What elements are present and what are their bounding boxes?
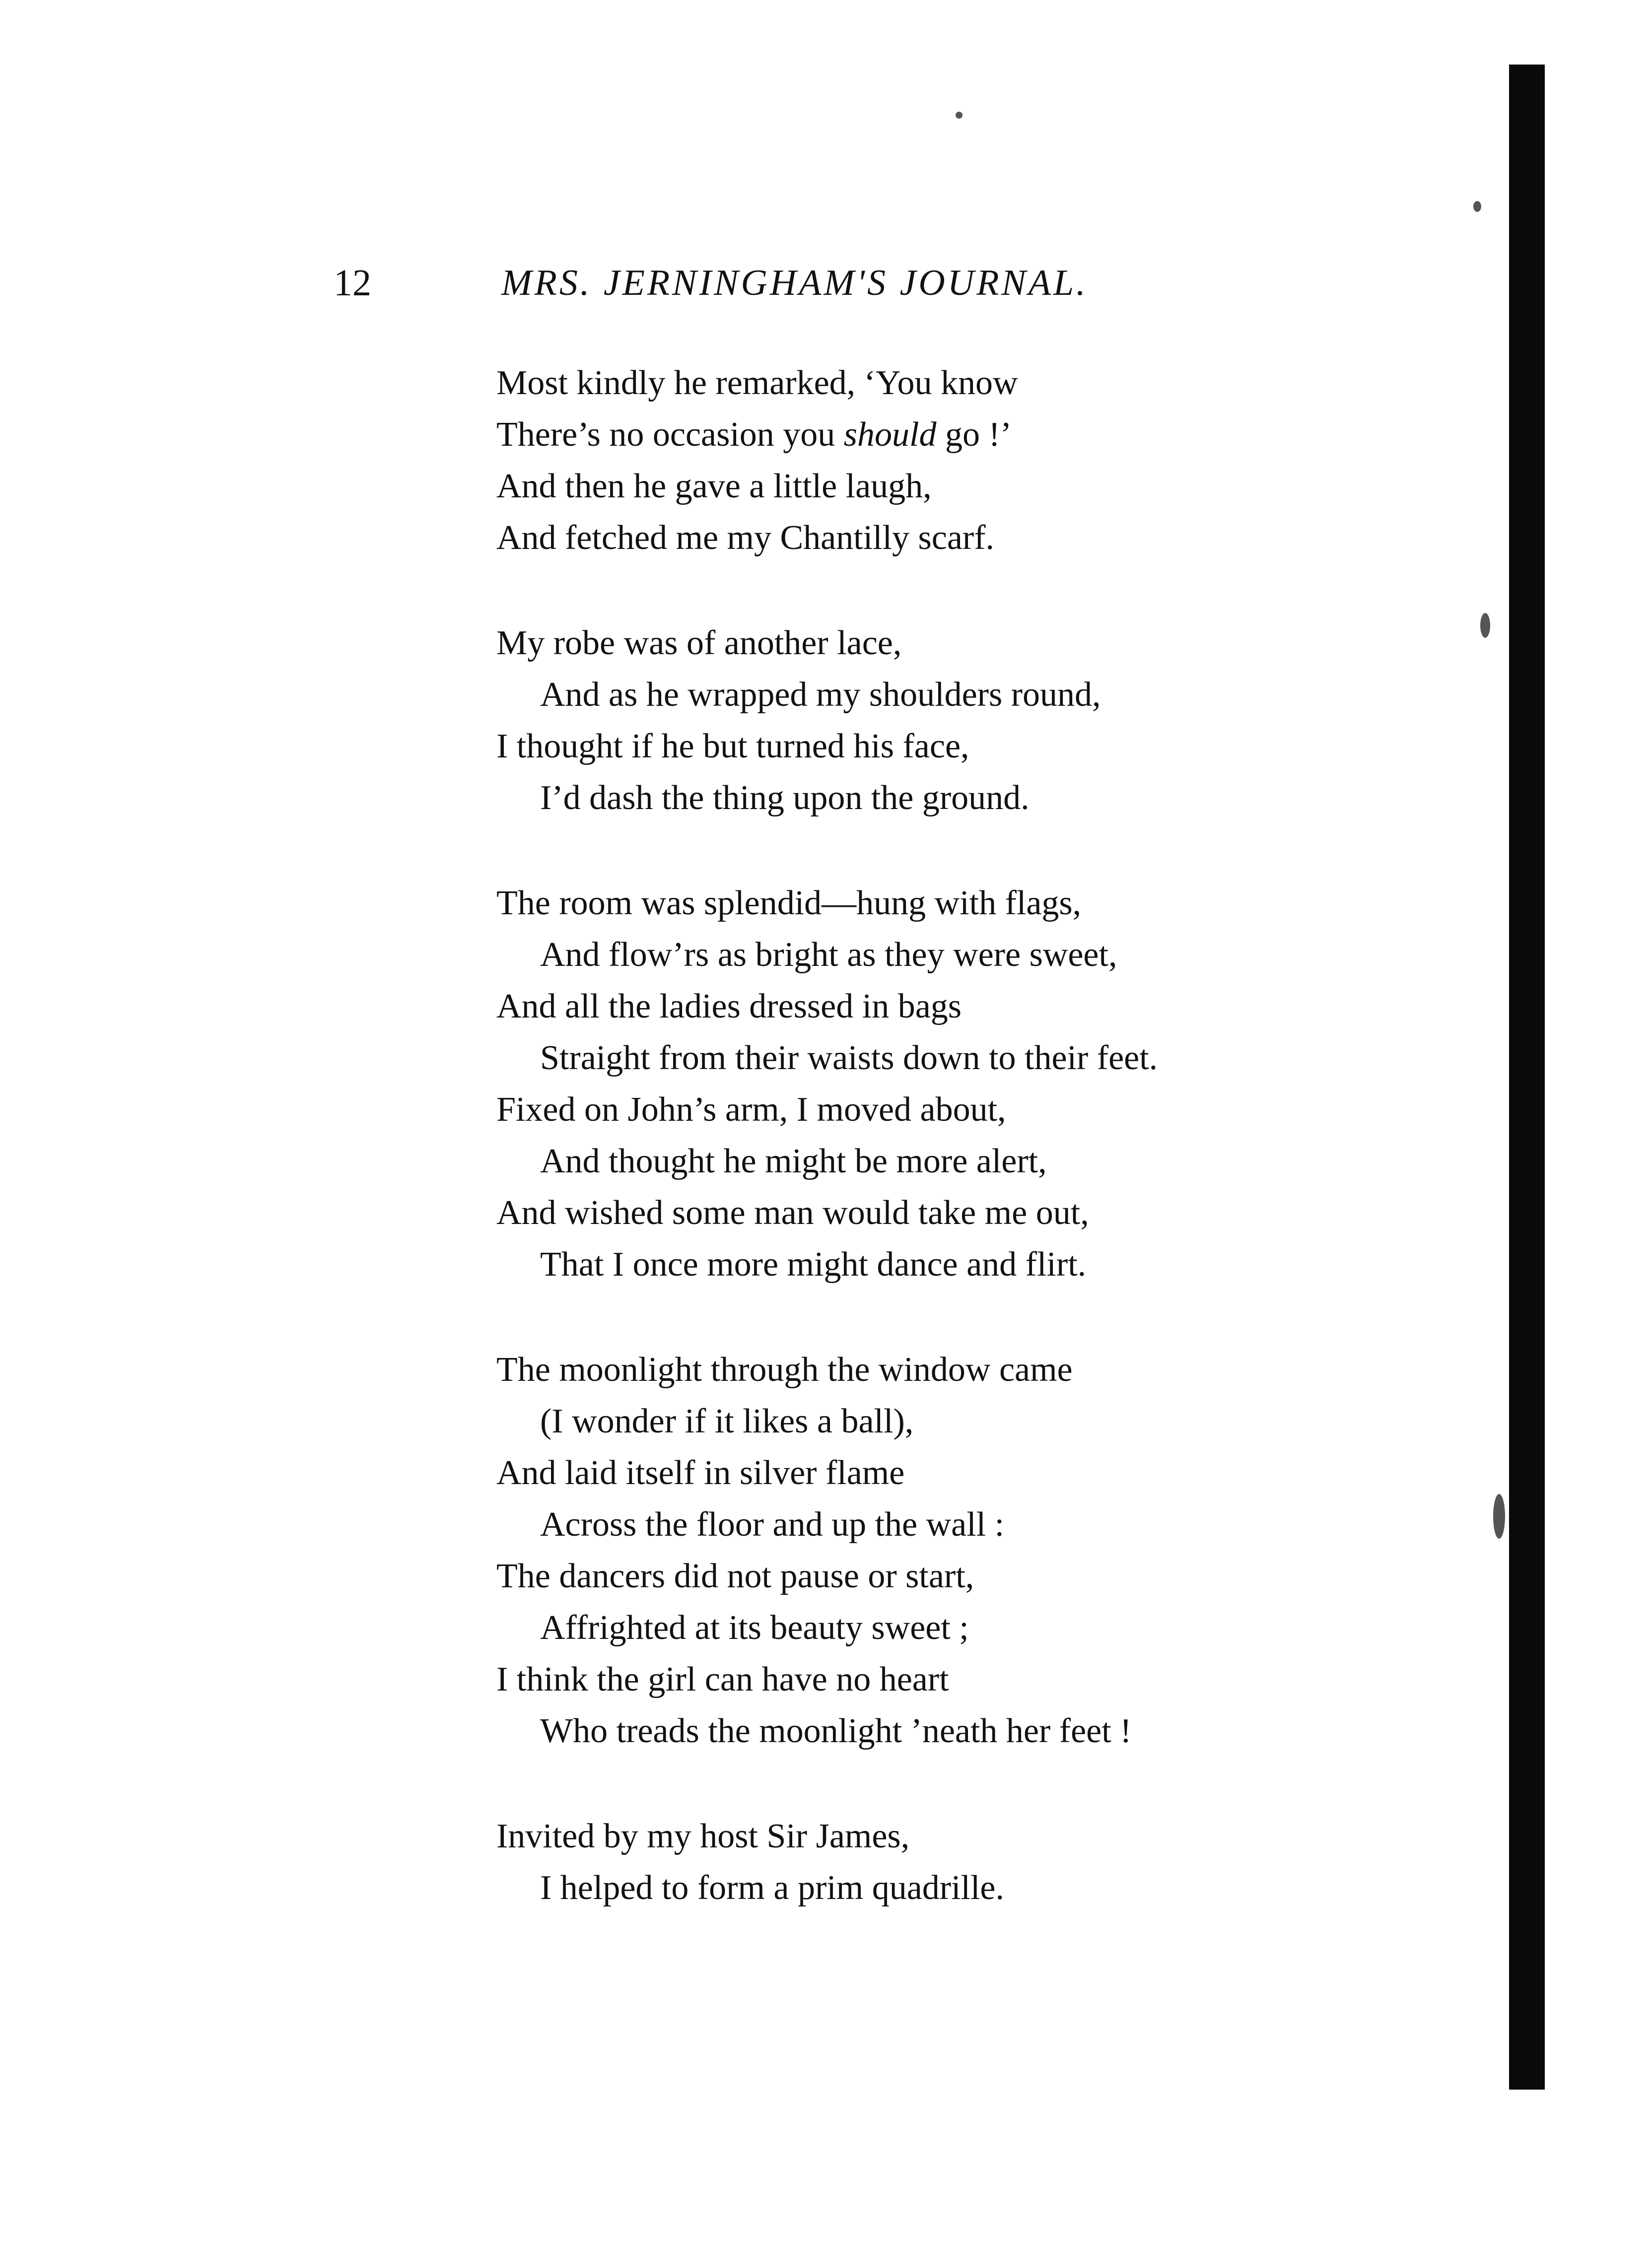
verse-line: Straight from their waists down to their feet. — [540, 1039, 1158, 1077]
emphasized-word: should — [843, 415, 937, 454]
verse-line: The dancers did not pause or start, — [496, 1557, 974, 1595]
running-title: MRS. JERNINGHAM'S JOURNAL. — [501, 263, 1088, 303]
verse-line: I helped to form a prim quadrille. — [540, 1869, 1004, 1907]
ink-speck — [1493, 1494, 1505, 1539]
verse-line: And thought he might be more alert, — [540, 1142, 1047, 1180]
verse-line: That I once more might dance and flirt. — [540, 1245, 1087, 1284]
verse-line: And all the ladies dressed in bags — [496, 987, 962, 1025]
ink-speck — [956, 112, 963, 119]
verse-line: (I wonder if it likes a ball), — [540, 1402, 914, 1440]
verse-line: Affrighted at its beauty sweet ; — [540, 1609, 969, 1647]
stanza — [496, 357, 1440, 564]
line-text: There’s no occasion you — [496, 415, 844, 454]
verse-line: And laid itself in silver flame — [496, 1454, 905, 1492]
verse-line: I thought if he but turned his face, — [496, 727, 969, 765]
stanza — [496, 1811, 1440, 1914]
ink-speck — [1473, 201, 1481, 212]
verse-line: And then he gave a little laugh, — [496, 467, 932, 505]
verse-line: The room was splendid—hung with flags, — [496, 884, 1082, 922]
verse-line: The moonlight through the window came — [496, 1351, 1073, 1389]
ink-speck — [1480, 613, 1490, 638]
stanza — [496, 617, 1440, 824]
verse-line: I’d dash the thing upon the ground. — [540, 779, 1030, 817]
stanza — [496, 878, 1440, 1290]
verse-line: Who treads the moonlight ’neath her feet ! — [540, 1712, 1132, 1750]
page-header — [0, 258, 1652, 308]
verse-line: Across the floor and up the wall : — [540, 1505, 1005, 1544]
scan-binding-shadow — [1509, 65, 1545, 2090]
page-number: 12 — [334, 262, 371, 304]
verse-line: And as he wrapped my shoulders round, — [540, 676, 1101, 714]
verse-line: Most kindly he remarked, ‘You know — [496, 364, 1018, 402]
stanza — [496, 1344, 1440, 1757]
verse-line: I think the girl can have no heart — [496, 1660, 949, 1698]
verse-line: Fixed on John’s arm, I moved about, — [496, 1090, 1006, 1129]
verse-line: And wished some man would take me out, — [496, 1194, 1089, 1232]
verse-line — [496, 409, 1440, 461]
line-text: go !’ — [936, 415, 1012, 454]
verse-line: Invited by my host Sir James, — [496, 1817, 910, 1855]
verse-line: My robe was of another lace, — [496, 624, 902, 662]
verse-line: And flow’rs as bright as they were sweet, — [540, 936, 1117, 974]
verse-line: And fetched me my Chantilly scarf. — [496, 519, 995, 557]
poem-text — [496, 357, 1440, 1968]
